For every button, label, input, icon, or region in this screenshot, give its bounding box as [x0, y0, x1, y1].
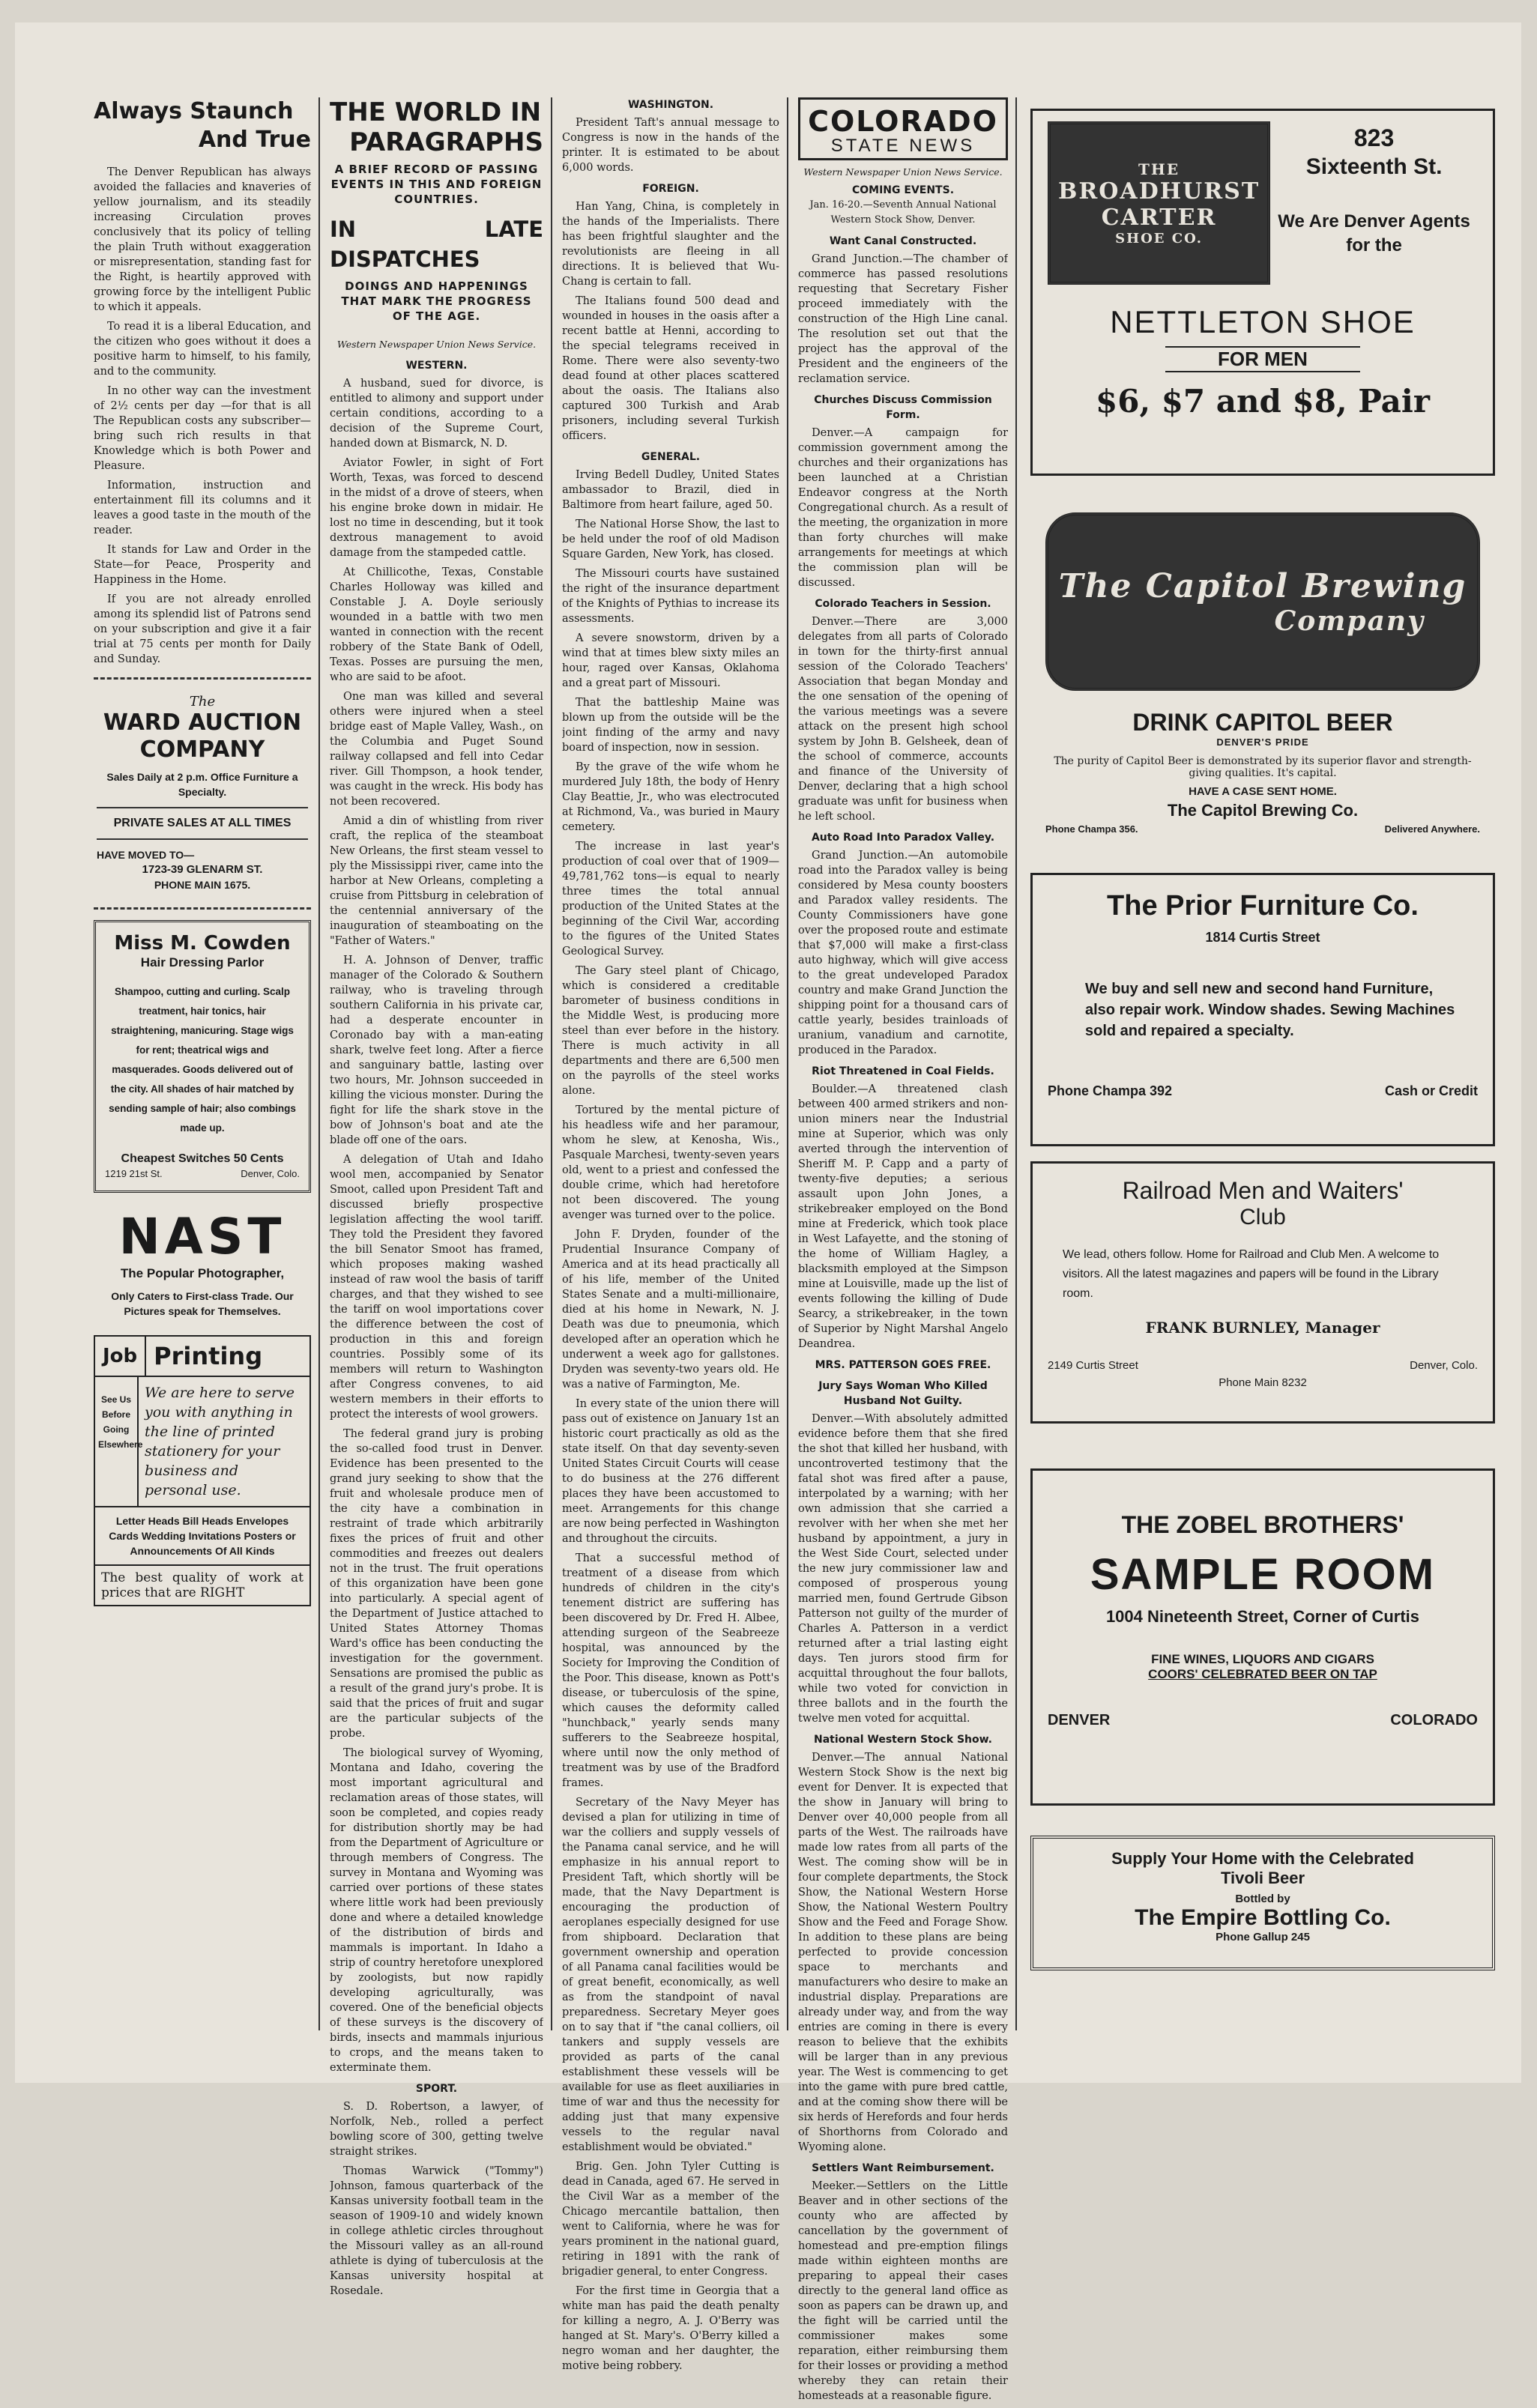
paragraph: If you are not already enrolled among its splendid list of Patrons send on your subscription and give it a fair trial at 75 cents per month for Daily and Sunday. [94, 593, 311, 665]
prior-address: 1814 Curtis Street [1205, 930, 1320, 945]
newspaper-page [15, 22, 1521, 2402]
railroad-name-1: Railroad Men and Waiters' [1122, 1177, 1404, 1204]
section-washington: WASHINGTON. [627, 99, 714, 111]
column-2 [330, 97, 543, 2303]
job-side-note: See Us Before Going Elsewhere [95, 1377, 139, 1506]
paragraph: Thomas Warwick ("Tommy") Johnson, famous quarterback of the Kansas university football team in the season of 1909-10 and widely known in college athletic circles throughout the Missouri valley as an all-round athlete is dying of tuberculosis at the Kansas university hospital at Rosedale. [330, 2165, 543, 2297]
paragraph: Denver.—A campaign for commission government among the churches and their organizations has been launched at a Christian Endeavor congress at the North Congregational church. As a result of the meeting, the organization in more than forty churches will make arrangements for meetings at which the commission plan will be discussed. [798, 427, 1008, 589]
nettleton-brand: NETTLETON SHOE [1110, 304, 1416, 339]
deck-2: DOINGS AND HAPPENINGS THAT MARK THE PROGRESS OF THE AGE. [341, 279, 532, 323]
capitol-brewing-ad [1030, 502, 1495, 862]
paragraph: Meeker.—Settlers on the Little Beaver and in other sections of the county who are affected by cancellation by the government of homestead and pre-emption filings made within eighteen months are preparing to appeal their cases directly to the general land office as soon as papers can be drawn up, and the fight will be carried until the commissioner makes some reparation, either reimbursing them for their losses or providing a method whereby they can retain their homesteads at a reasonable figure. [798, 2180, 1008, 2402]
capitol-delivered: Delivered Anywhere. [1384, 823, 1480, 835]
section-western: WESTERN. [405, 360, 468, 372]
railroad-body: We lead, others follow. Home for Railroad and Club Men. A welcome to visitors. All the latest magazines and papers will be found in the Library room. [1063, 1248, 1440, 1300]
column-rule [1015, 97, 1017, 2030]
railroad-address: 2149 Curtis Street [1048, 1359, 1138, 1372]
capitol-logo-2: Company [1274, 605, 1425, 637]
paragraph: The Italians found 500 dead and wounded in houses in the oasis after a recent battle at Henni, according to the special telegrams received in Rome. There were also seventy-two dead found at other places scattered about the oasis. The Italians also captured 300 Turkish and Arab prisoners, including several Turkish officers. [562, 295, 779, 442]
paragraph: Information, instruction and entertainment fill its columns and it leaves a good taste in the mouth of the reader. [94, 480, 311, 536]
story-headline: Jury Says Woman Who Killed Husband Not Guilty. [818, 1380, 988, 1407]
story-headline: National Western Stock Show. [814, 1734, 992, 1746]
paragraph: Secretary of the Navy Meyer has devised a plan for utilizing in time of war the colliers and supply vessels of the Panama canal service, and he will emphasize in his annual report to President Taft, which shortly will be made, that the Navy Department is encouraging the production of aeroplanes especially designed for use from shipboard. Declaration that government ownership and operation of all Panama canal facilities would be of great benefit, economically, as well as from the standpoint of naval preparedness. Secretary Meyer goes on to say that if "the canal colliers, oil tankers and supply vessels are provided as parts of the canal establishment these vessels will be available for use as fleet auxiliaries in time of war and thus the necessity for adding just that many expensive vessels to the regular naval establishment would be obviated." [562, 1797, 779, 2153]
prior-cash: Cash or Credit [1384, 1083, 1478, 1098]
paragraph: In every state of the union there will pass out of existence on January 1st an historic court practically as old as the state itself. On that day seventy-seven United States Circuit Courts will cease to do business at the 276 different places they have been accustomed to meet. Arrangements for this change are now being perfected in Washington and throughout the circuits. [562, 1398, 779, 1545]
headline-state-news: STATE NEWS [830, 136, 976, 156]
paragraph: That a successful method of treatment of a disease from which hundreds of children in the city's tenement district are suffering has been discovered by Dr. Fred H. Albee, attending surgeon of the Seabreeze hospital, was announced by the Society for Improving the Condition of the Poor. This disease, known as Pott's disease, or tuberculosis of the spine, which causes the deformity called "hunchback," yearly sends many sufferers to the Seabreeze hospital, where until now the only method of treatment was by use of the Bradford frames. [562, 1552, 779, 1789]
deck-1: A BRIEF RECORD OF PASSING EVENTS IN THIS AND FOREIGN COUNTRIES. [330, 163, 543, 206]
headline-world: THE WORLD IN [330, 97, 542, 127]
cowden-body: Shampoo, cutting and curling. Scalp treatment, hair tonics, hair straightening, manicuring. Stage wigs for rent; theatrical wigs and masquerades. Goods delivered out of the city. All shades of hair matched by sending sample of hair; also combings made up. [109, 986, 296, 1134]
job-best: The best quality of work at prices that are RIGHT [95, 1564, 309, 1605]
broadhurst-number: 823 [1353, 124, 1395, 151]
paragraph: Aviator Fowler, in sight of Fort Worth, Texas, was forced to descend in the midst of a drove of steers, when his engine broke down in midair. He lost no time in descending, but it took dextrous management to avoid damage from the stampeded cattle. [330, 457, 543, 559]
paragraph: Grand Junction.—The chamber of commerce has passed resolutions requesting that Secretary Fisher proceed immediately with the construction of the High Line canal. The resolution set out that the project has the approval of the President and the engineers of the reclamation service. [798, 253, 1008, 385]
ward-name-1: WARD AUCTION [103, 710, 302, 736]
republican-article [94, 165, 311, 667]
ward-auction-ad [94, 690, 311, 897]
tivoli-beer: Tivoli Beer [1220, 1869, 1305, 1887]
nettleton-price: $6, $7 and $8, Pair [1096, 383, 1430, 420]
column-rule [551, 97, 552, 2030]
cowden-cheapest: Cheapest Switches 50 Cents [121, 1152, 284, 1165]
paragraph: The biological survey of Wyoming, Montana and Idaho, covering the most important agricultural and reclamation areas of those states, will soon be completed, and copies ready for distribution shortly may be had from the Department of Agriculture or through members of Congress. The survey in Montana and Wyoming was carried over portions of these states where little work had been previously done and where a detailed knowledge of the distribution of birds and mammals is important. In Idaho a strip of country heretofore unexplored by zoologists, but now rapidly developing agriculturally, was covered. One of the beneficial objects of these surveys is the discovery of birds, insects and mammals injurious to crops, and the means taken to exterminate them. [330, 1747, 543, 2074]
broadhurst-carter-ad [1030, 109, 1495, 476]
railroad-manager: FRANK BURNLEY, Manager [1145, 1319, 1380, 1337]
ward-sales: Sales Daily at 2 p.m. Office Furniture a Specialty. [106, 771, 298, 798]
paragraph: Han Yang, China, is completely in the hands of the Imperialists. There has been frightful slaughter and the revolutionists are fleeing in all directions. It is believed that Wu-Chang is certain to fall. [562, 201, 779, 288]
cowden-ad [94, 920, 311, 1193]
paragraph: Tortured by the mental picture of his headless wife and her paramour, whom he slew, at Kenosha, Wis., Pasquale Marchesi, twenty-seven years old, went to a priest and confessed the double crime, which had heretofore not been discovered. The young avenger was turned over to the police. [562, 1104, 779, 1221]
paragraph: The Missouri courts have sustained the right of the insurance department of the Knights of Pythias to increase its assessments. [562, 568, 779, 625]
headline-late-dispatches: IN LATE DISPATCHES [330, 217, 543, 272]
story-headline: Settlers Want Reimbursement. [812, 2162, 994, 2174]
ward-phone: PHONE MAIN 1675. [154, 879, 251, 891]
tivoli-company: The Empire Bottling Co. [1135, 1905, 1391, 1930]
zobel-colorado: COLORADO [1390, 1712, 1478, 1728]
paragraph: A severe snowstorm, driven by a wind that at times blew sixty miles an hour, raged over Kansas, Oklahoma and a great part of Missouri. [562, 632, 779, 689]
capitol-pride: DENVER'S PRIDE [1216, 736, 1309, 748]
job-printing-ad [94, 1335, 311, 1606]
logo-carter: CARTER [1101, 204, 1217, 231]
ward-moved: HAVE MOVED TO— [97, 849, 195, 861]
paragraph: By the grave of the wife whom he murdered July 18th, the body of Henry Clay Beattie, Jr., who was electrocuted at Richmond, Va., was buried in Maury cemetery. [562, 761, 779, 833]
nast-sub: The Popular Photographer, [120, 1266, 285, 1280]
paragraph: Denver.—There are 3,000 delegates from all parts of Colorado in town for the thirty-first annual session of the Colorado Teachers' Association that began Monday and the one sensation of the opening of the various meetings was a severe attack on the present high school system by John B. Gelsheek, dean of the school of commerce, accounts and finance of the University of Denver, declaring that a high school graduate was unfit for business when he left school. [798, 616, 1008, 823]
paragraph: Amid a din of whistling from river craft, the replica of the steamboat New Orleans, the first steam vessel to ply the Mississippi river, came into the harbor at New Orleans, completing a cruise from Pittsburg in celebration of the centennial anniversary of the inauguration of steamboating on the "Father of Waters." [330, 815, 543, 947]
printing-label: Printing [154, 1342, 263, 1370]
paragraph: The federal grand jury is probing the so-called food trust in Denver. Evidence has been presented to the grand jury seeking to show that the fruit and wholesale produce men of the city have a combination in restraint of trade which arbitrarily fixes the prices of fruit and other commodities and freezes out dealers not in the trust. The fruit operations of this organization have been gone into particularly. A special agent of the Department of Justice attached to United States Attorney Thomas Ward's office has been conducting the investigation for the government. Sensations are promised the public as a result of the grand jury's probe. It is said that the prices of fruit and sugar are the particular subjects of the probe. [330, 1428, 543, 1740]
logo-the: THE [1138, 160, 1180, 178]
job-body: We are here to serve you with anything in the line of printed stationery for your business and personal use. [145, 1385, 295, 1498]
section-foreign: FOREIGN. [642, 183, 699, 195]
tivoli-bottled: Bottled by [1235, 1893, 1290, 1905]
zobel-coors: COORS' CELEBRATED BEER ON TAP [1148, 1667, 1377, 1681]
paragraph: At Chillicothe, Texas, Constable Charles Holloway was killed and Constable J. A. Doyle seriously wounded in a battle with two men wanted in connection with the recent robbery of the State Bank of Odell, Texas. Posses are pursuing the men, who are said to be afoot. [330, 566, 543, 683]
paragraph: The increase in last year's production of coal over that of 1909—49,781,762 tons—is equal to nearly three times the total annual production of the United States at the beginning of the Civil War, according to the figures of the United States Geological Survey. [562, 841, 779, 958]
story-headline: Churches Discuss Commission Form. [814, 394, 992, 421]
paragraph: To read it is a liberal Education, and the citizen who goes without it does a positive harm to himself, to his family, and to the community. [94, 321, 311, 378]
job-items: Letter Heads Bill Heads Envelopes Cards Wedding Invitations Posters or Announcements Of All Kinds [95, 1506, 309, 1564]
zobel-wines: FINE WINES, LIQUORS AND CIGARS [1151, 1652, 1374, 1666]
paragraph: Grand Junction.—An automobile road into the Paradox valley is being considered by Mesa county boosters and Paradox valley residents. The County Commissioners have gone over the proposed route and estimate that $7,000 will make a first-class auto highway, which will give access to the great undeveloped Paradox country and make Grand Junction the shipping point for a thousand cars of cattle yearly, besides trainloads of uranium, vanadium and carnotite, produced in the Paradox. [798, 850, 1008, 1056]
logo-broadhurst: BROADHURST [1058, 178, 1260, 205]
capitol-purity: The purity of Capitol Beer is demonstrated by its superior flavor and strength-giving qualities. It's capital. [1054, 755, 1472, 779]
logo-shoe-co: SHOE CO. [1115, 230, 1204, 246]
capitol-drink: DRINK CAPITOL BEER [1132, 709, 1393, 736]
capitol-logo [1045, 512, 1480, 691]
capitol-logo-1: The Capitol Brewing [1058, 566, 1467, 605]
paragraph: S. D. Robertson, a lawyer, of Norfolk, Neb., rolled a perfect bowling score of 300, getting twelve straight strikes. [330, 2101, 543, 2158]
story-headline: Want Canal Constructed. [829, 235, 977, 247]
section-general: GENERAL. [641, 451, 701, 463]
headline-always-staunch: Always Staunch [94, 98, 294, 124]
column-4 [798, 97, 1008, 2408]
paragraph: President Taft's annual message to Congress is now in the hands of the printer. It is estimated to be about 6,000 words. [562, 117, 779, 174]
news-service-credit: Western Newspaper Union News Service. [803, 166, 1003, 178]
prior-furniture-ad [1030, 873, 1495, 1146]
ward-the: The [189, 694, 216, 710]
capitol-phone: Phone Champa 356. [1045, 823, 1138, 835]
zobel-name: THE ZOBEL BROTHERS' [1121, 1511, 1404, 1538]
colorado-masthead [798, 97, 1008, 160]
paragraph: The Gary steel plant of Chicago, which is considered a creditable barometer of business conditions in the Middle West, is producing more steel than ever before in the history. There is much activity in all departments and there are 6,500 men on the payrolls of the steel works alone. [562, 965, 779, 1097]
railroad-club-ad [1030, 1161, 1495, 1424]
nast-body: Only Caters to First-class Trade. Our Pictures speak for Themselves. [111, 1290, 294, 1317]
paragraph: For the first time in Georgia that a white man has paid the death penalty for killing a negro, A. J. O'Berry was hanged at St. Mary's. O'Berry killed a negro woman and her daughter, the motive being robbery. [562, 2285, 779, 2372]
ward-address: 1723-39 GLENARM ST. [142, 863, 263, 876]
tivoli-beer-ad [1030, 1836, 1495, 1970]
section-sport: SPORT. [415, 2083, 458, 2095]
paragraph: H. A. Johnson of Denver, traffic manager of the Colorado & Southern railway, who is traveling through southern California in his private car, had a desperate encounter in Coronado bay with a man-eating shark, twelve feet long. After a fierce and sanguinary battle, lasting over two hours, Mr. Johnson succeeded in killing the vicious monster. During the fight for life the shark stove in the bow of Johnson's boat and ate the blade off one of the oars. [330, 955, 543, 1146]
divider [97, 807, 308, 808]
cowden-city: Denver, Colo. [241, 1168, 300, 1179]
paragraph: It stands for Law and Order in the State—for Peace, Prosperity and Happiness in the Home. [94, 544, 311, 586]
story-headline: Auto Road Into Paradox Valley. [811, 832, 995, 844]
nast-name: NAST [118, 1208, 286, 1265]
paragraph: Irving Bedell Dudley, United States ambassador to Brazil, died in Baltimore from heart failure, aged 50. [562, 469, 779, 511]
paragraph: The National Horse Show, the last to be held under the roof of old Madison Square Garden, New York, has closed. [562, 518, 779, 560]
ward-name-2: COMPANY [139, 736, 265, 763]
broadhurst-street: Sixteenth St. [1305, 154, 1443, 179]
column-rule [318, 97, 320, 2030]
prior-body: We buy and sell new and second hand Furniture, also repair work. Window shades. Sewing Machines sold and repaired a specialty. [1085, 981, 1455, 1039]
coming-event: Jan. 16-20.—Seventh Annual National Western Stock Show, Denver. [809, 199, 997, 226]
prior-phone: Phone Champa 392 [1048, 1083, 1173, 1098]
prior-name: The Prior Furniture Co. [1107, 890, 1419, 922]
broadhurst-logo [1048, 121, 1270, 285]
zobel-brothers-ad [1030, 1468, 1495, 1806]
section-coming-events: COMING EVENTS. [851, 184, 955, 196]
cowden-sub: Hair Dressing Parlor [140, 955, 265, 969]
headline-colorado: COLORADO [808, 105, 998, 138]
railroad-city: Denver, Colo. [1410, 1359, 1478, 1372]
capitol-case: HAVE A CASE SENT HOME. [1189, 785, 1337, 798]
paragraph: The Denver Republican has always avoided the fallacies and knaveries of yellow journalism, and its steadily increasing Circulation proves conclusively that its policy of telling the plain Truth without exaggeration or misrepresentation, standing fast for the Right, is heartily approved with growing force by the intelligent Public to which it appeals. [94, 166, 311, 313]
railroad-phone: Phone Main 8232 [1219, 1376, 1307, 1389]
column-rule [787, 97, 788, 2030]
paragraph: Brig. Gen. John Tyler Cutting is dead in Canada, aged 67. He served in the Civil War as a member of the Chicago mercantile battalion, then went to California, where he was for years prominent in the national guard, retiring in 1891 with the rank of brigadier general, to enter Congress. [562, 2161, 779, 2278]
zobel-address: 1004 Nineteenth Street, Corner of Curtis [1105, 1607, 1420, 1626]
broadhurst-agents: We Are Denver Agents for the [1278, 211, 1470, 255]
column-1 [94, 97, 311, 1617]
paragraph: Boulder.—A threatened clash between 400 armed strikers and non-union miners near the Industrial mine at Superior, which was only averted through the intervention of Sheriff M. P. Capp and a party of twenty-five deputies; a serious assault upon John Jones, a strikebreaker employed on the Bond mine at Frederick, which took place in West Lafayette, and the stoning of the home of William Hagley, a blacksmith employed at the Simpson mine at Louisville, made up the list of events following the killing of Dude Searcy, a strikebreaker, in the town of Superior by Night Marshal Angelo Deandrea. [798, 1083, 1008, 1350]
news-service-credit: Western Newspaper Union News Service. [336, 339, 537, 350]
story-headline: MRS. PATTERSON GOES FREE. [815, 1359, 991, 1371]
paragraph: One man was killed and several others were injured when a steel bridge east of Maple Valley, Wash., on the Columbia and Puget Sound railway collapsed and fell into Cedar river. Gill Thompson, a hook tender, was caught in the wreck. His body has not been recovered. [330, 691, 543, 808]
divider [94, 907, 311, 910]
nast-ad [94, 1208, 311, 1319]
headline-and-true: And True [198, 127, 311, 153]
story-headline: Colorado Teachers in Session. [815, 598, 991, 610]
cowden-name: Miss M. Cowden [114, 932, 291, 955]
story-headline: Riot Threatened in Coal Fields. [812, 1065, 994, 1077]
ward-private: PRIVATE SALES AT ALL TIMES [113, 817, 292, 829]
tivoli-supply: Supply Your Home with the Celebrated [1111, 1849, 1414, 1868]
column-3 [562, 97, 779, 2378]
paragraph: Denver.—With absolutely admitted evidence before them that she fired the shot that killed her husband, with uncontroverted testimony that the fatal shot was fired after a pause, interpolated by a warning; with her own admission that she carried a revolver with her when she met her husband by appointment, a jury in the West Side Court, selected under the new jury commissioner law and composed of prosperous young married men, found Gertrude Gibson Patterson not guilty of the murder of Charles A. Patterson in a verdict returned after a trial lasting eight days. Ten jurors stood firm for acquittal throughout the four ballots, while two voted for conviction in three ballots and in the fourth the twelve men voted for acquittal. [798, 1413, 1008, 1725]
headline-paragraphs: PARAGRAPHS [349, 127, 543, 157]
capitol-company: The Capitol Brewing Co. [1167, 801, 1359, 820]
divider [94, 677, 311, 680]
divider [97, 838, 308, 840]
paragraph: Denver.—The annual National Western Stock Show is the next big event for Denver. It is expected that the show in January will bring to Denver over 40,000 people from all parts of the West. The railroads have made low rates from all parts of the West. The coming show will be in four complete departments, the Stock Show, the National Western Horse Show, the National Western Poultry Show and the Feed and Forage Show. In addition to these plans are being perfected to provide concession space to merchants and manufacturers who desire to make an industrial display. Preparations are already under way, and from the way entries are coming in there is every reason to believe that the exhibits will be larger than in any previous year. The West is commencing to get into the game with pure bred cattle, and at the coming show there will be six herds of Herefords and four herds of Shorthorns from Colorado and Wyoming alone. [798, 1752, 1008, 2153]
tivoli-phone: Phone Gallup 245 [1216, 1931, 1310, 1943]
railroad-name-2: Club [1239, 1205, 1286, 1229]
paragraph: In no other way can the investment of 2½ cents per day —for that is all The Republican costs any subscriber—bring such rich results in that Knowledge which is both Power and Pleasure. [94, 385, 311, 472]
nettleton-for-men: FOR MEN [1165, 346, 1360, 372]
job-label: Job [95, 1337, 146, 1376]
paragraph: A delegation of Utah and Idaho wool men, accompanied by Senator Smoot, called upon President Taft and discussed briefly prospective legislation affecting the wool tariff. They told the President they favored the bill Senator Smoot has framed, which proposes making washed instead of raw wool the basis of tariff charges, and that they wished to see the tariff on wool importations cover the difference between the cost of production in this and foreign countries. Possibly some of its members will return to Washington after Congress convenes, to aid western members in their efforts to protect the interests of wool growers. [330, 1154, 543, 1421]
paragraph: That the battleship Maine was blown up from the outside will be the joint finding of the army and navy board of inspection, now in session. [562, 697, 779, 754]
zobel-sample-room: SAMPLE ROOM [1090, 1550, 1436, 1599]
cowden-address: 1219 21st St. [105, 1168, 163, 1179]
paragraph: A husband, sued for divorce, is entitled to alimony and support under certain conditions, according to a decision of the Supreme Court, handed down at Bismarck, N. D. [330, 378, 543, 450]
zobel-denver: DENVER [1048, 1712, 1111, 1728]
paragraph: John F. Dryden, founder of the Prudential Insurance Company of America and at its head practically all of his life, member of the United States Senate and a multi-millionaire, died at his home in Newark, N. J. Death was due to pneumonia, which developed after an operation which he underwent a week ago for gallstones. Dryden was seventy-two years old. He was a native of Farmington, Me. [562, 1229, 779, 1391]
